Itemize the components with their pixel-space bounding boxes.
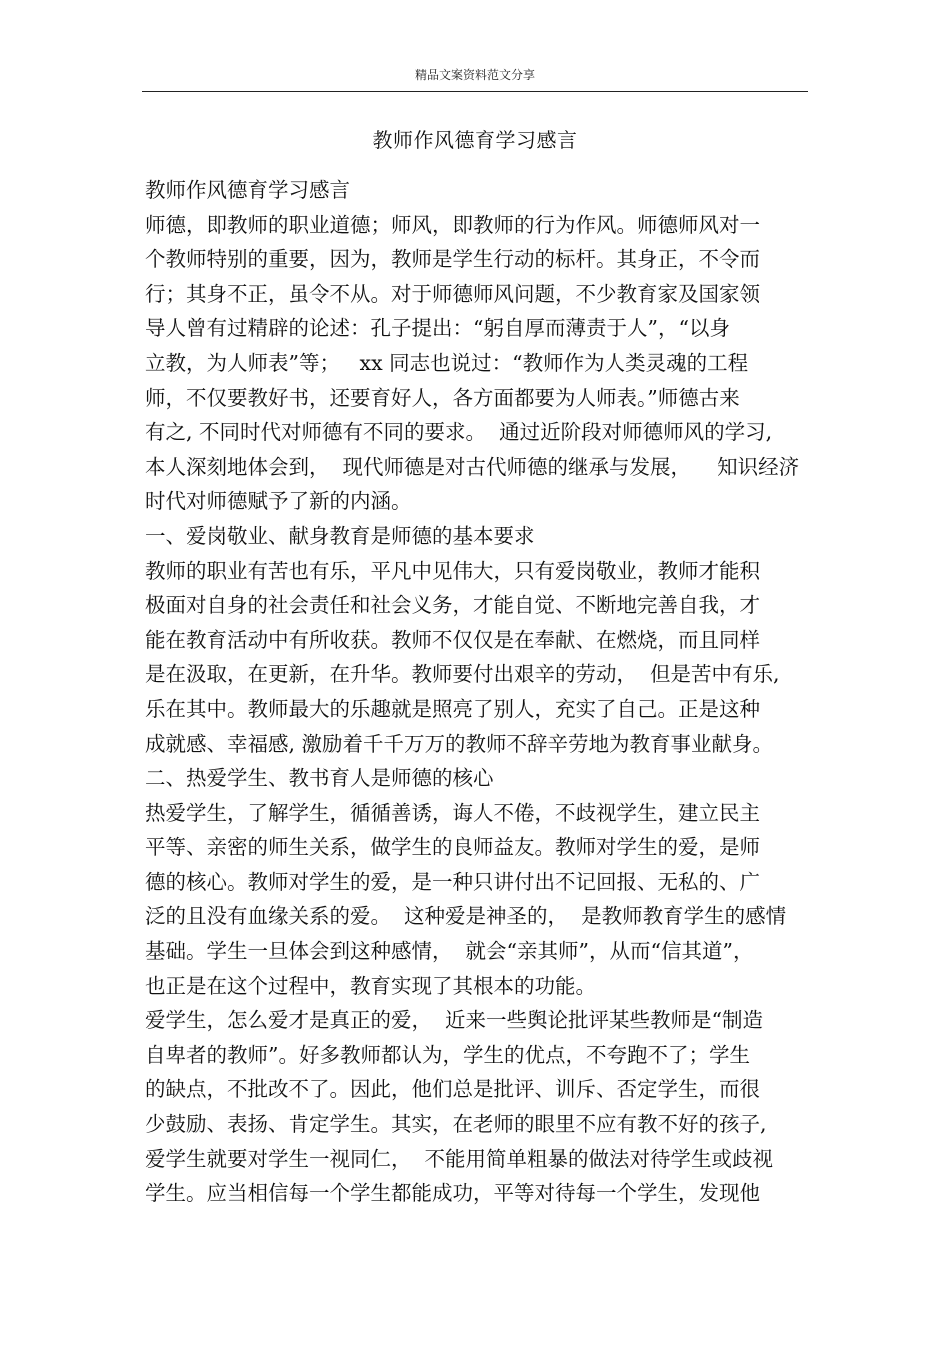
body-line: 师德，即教师的职业道德；师风，即教师的行为作风。师德师风对一: [145, 212, 760, 237]
header-divider: [142, 91, 808, 92]
body-line: 导人曾有过精辟的论述：孔子提出：“躬自厚而薄责于人”，“以身: [145, 316, 730, 341]
body-line: 德的核心。教师对学生的爱，是一种只讲付出不记回报、无私的、广: [145, 869, 760, 894]
body-line: 本人深刻地体会到， 现代师德是对古代师德的继承与发展， 知识经济: [145, 454, 800, 479]
section-heading: 二、热爱学生、教书育人是师德的核心: [145, 766, 494, 791]
body-line: 的缺点，不批改不了。因此，他们总是批评、训斥、否定学生，而很: [145, 1077, 760, 1102]
body-line: 基础。学生一旦体会到这种感情， 就会“亲其师”，从而“信其道”，: [145, 939, 754, 964]
document-title: 教师作风德育学习感言: [372, 128, 578, 152]
body-line: 学生。应当相信每一个学生都能成功，平等对待每一个学生，发现他: [145, 1181, 760, 1206]
body-line: 能在教育活动中有所收获。教师不仅仅是在奉献、在燃烧，而且同样: [145, 627, 760, 652]
body-line: 教师作风德育学习感言: [145, 178, 350, 202]
body-line: 立教，为人师表”等； xx 同志也说过：“教师作为人类灵魂的工程: [145, 350, 749, 375]
body-line: 师，不仅要教好书，还要育好人，各方面都要为人师表。”师德古来: [145, 385, 740, 410]
section-heading: 一、爱岗敬业、献身教育是师德的基本要求: [145, 523, 535, 548]
body-line: 也正是在这个过程中，教育实现了其根本的功能。: [145, 973, 596, 998]
document-body: [145, 173, 815, 1211]
body-line: 爱学生，怎么爱才是真正的爱， 近来一些舆论批评某些教师是“制造: [145, 1008, 764, 1033]
body-line: 自卑者的教师”。好多教师都认为，学生的优点，不夸跑不了；学生: [145, 1042, 750, 1067]
body-line: 行；其身不正，虽令不从。对于师德师风问题，不少教育家及国家领: [145, 281, 760, 306]
body-line: 热爱学生，了解学生，循循善诱，诲人不倦，不歧视学生，建立民主: [145, 800, 760, 825]
body-line: 有之, 不同时代对师德有不同的要求。 通过近阶段对师德师风的学习,: [145, 420, 773, 445]
body-line: 泛的且没有血缘关系的爱。 这种爱是神圣的， 是教师教育学生的感情: [145, 904, 787, 929]
running-header: 精品文案资料范文分享: [414, 68, 535, 82]
body-line: 教师的职业有苦也有乐，平凡中见伟大，只有爱岗敬业，教师才能积: [145, 558, 760, 583]
body-line: 个教师特别的重要，因为，教师是学生行动的标杆。其身正，不令而: [145, 247, 760, 272]
body-line: 是在汲取，在更新，在升华。教师要付出艰辛的劳动， 但是苦中有乐,: [145, 662, 780, 687]
body-line: 平等、亲密的师生关系，做学生的良师益友。教师对学生的爱，是师: [145, 835, 760, 860]
body-line: 成就感、幸福感, 激励着千千万万的教师不辞辛劳地为教育事业献身。: [145, 731, 774, 756]
body-line: 乐在其中。教师最大的乐趣就是照亮了别人，充实了自己。正是这种: [145, 696, 760, 721]
body-line: 极面对自身的社会责任和社会义务，才能自觉、不断地完善自我，才: [145, 593, 760, 618]
body-line: 爱学生就要对学生一视同仁， 不能用简单粗暴的做法对待学生或歧视: [145, 1146, 774, 1171]
body-line: 少鼓励、表扬、肯定学生。其实，在老师的眼里不应有教不好的孩子,: [145, 1112, 767, 1137]
body-line: 时代对师德赋予了新的内涵。: [145, 489, 412, 514]
